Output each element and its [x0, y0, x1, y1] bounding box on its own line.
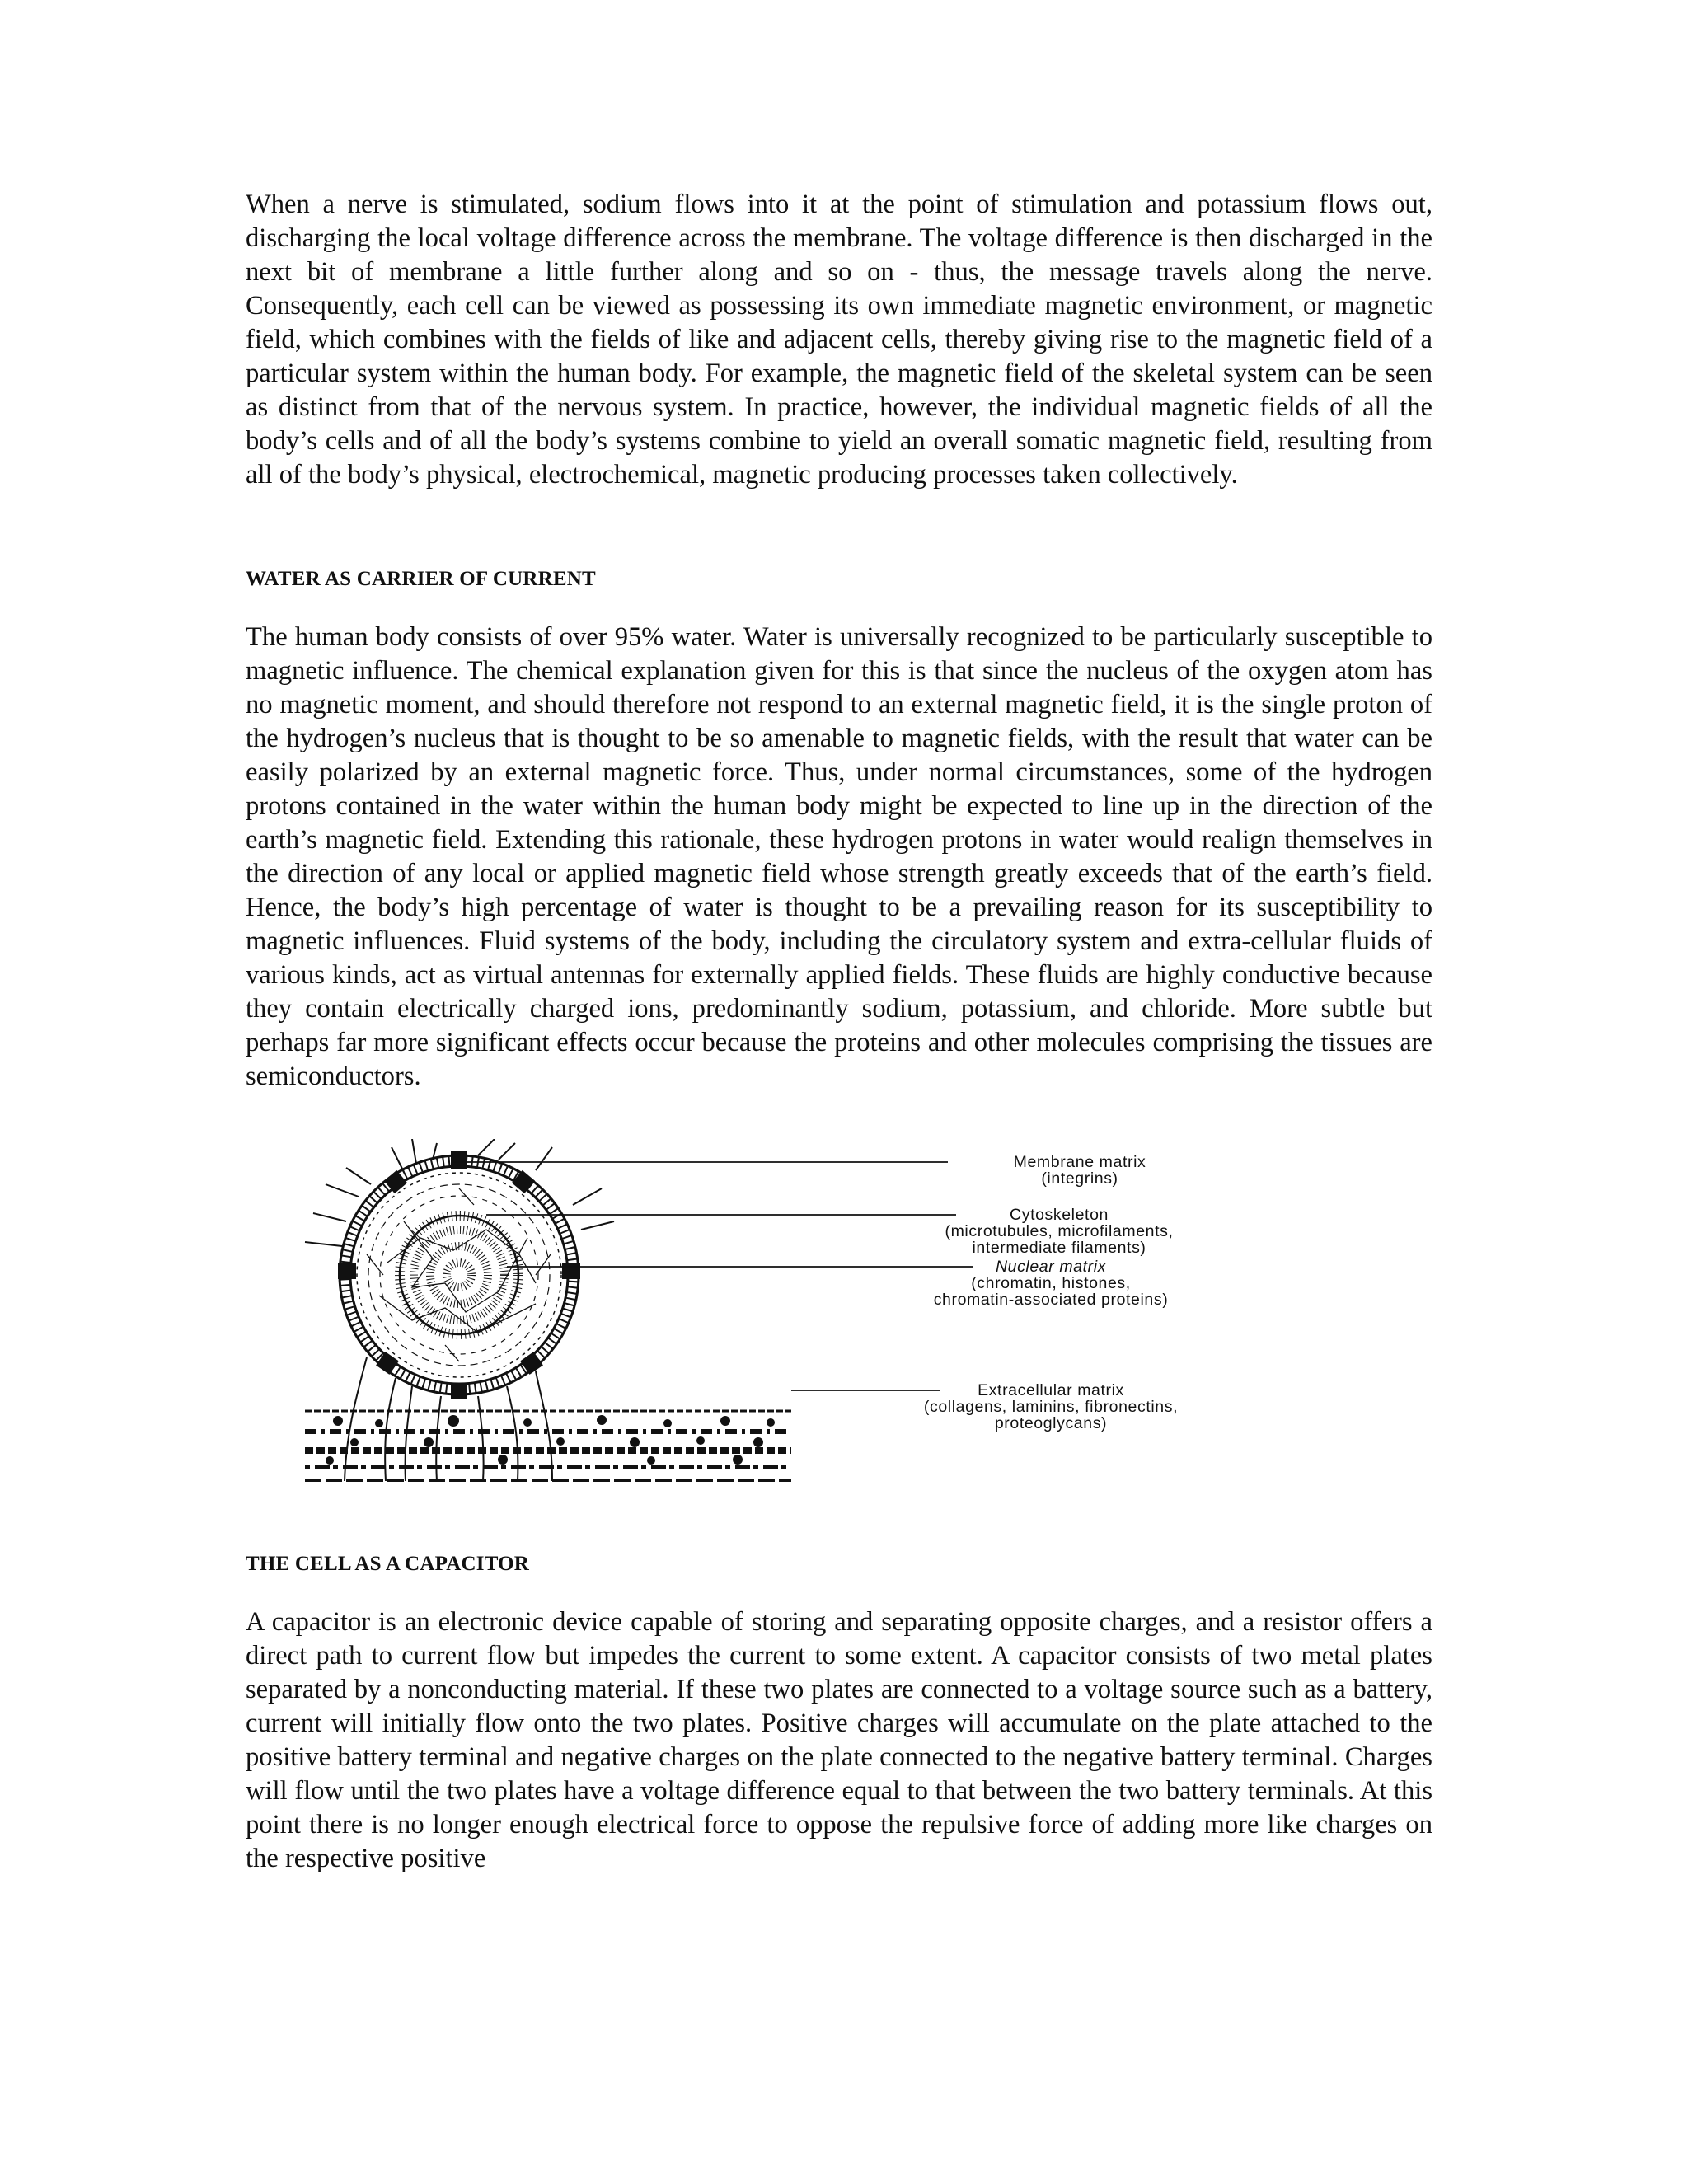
document-page: [246, 188, 1432, 1876]
paragraph-nerve-stimulation: When a nerve is stimulated, sodium flows into it at the point of stimulation and potassium flows out, discharging the local voltage difference across the membrane. The voltage difference is then discharged in the next bit of membrane a little further along and so on - thus, the message travels along the nerve. Consequently, each cell can be viewed as possessing its own immediate magnetic environment, or magnetic field, which combines with the fields of like and adjacent cells, thereby giving rise to the magnetic field of a particular system within the human body. For example, the magnetic field of the skeletal system can be seen as distinct from that of the nervous system. In practice, however, the individual magnetic fields of all the body’s cells and of all the body’s systems combine to yield an overall somatic magnetic field, resulting from all of the body’s physical, electrochemical, magnetic producing processes taken collectively.: [246, 190, 1432, 490]
cell-matrix-illustration: [288, 1139, 1319, 1485]
paragraph-water-current: The human body consists of over 95% water. Water is universally recognized to be particularly susceptible to magnetic influence. The chemical explanation given for this is that since the nucleus of the oxygen atom has no magnetic moment, and should therefore not respond to an external magnetic field, it is the single proton of the hydrogen’s nucleus that is thought to be so amenable to magnetic fields, with the result that water can be easily polarized by an external magnetic force. Thus, under normal circumstances, some of the hydrogen protons contained in the water within the human body might be expected to line up in the direction of the earth’s magnetic field. Extending this rationale, these hydrogen protons in water would realign themselves in the direction of any local or applied magnetic field whose strength greatly exceeds that of the earth’s field. Hence, the body’s high percentage of water is thought to be a prevailing reason for its susceptibility to magnetic influences. Fluid systems of the body, including the circulatory system and extra-cellular fluids of various kinds, act as virtual antennas for externally applied fields. These fluids are highly conductive because they contain electrically charged ions, predominantly sodium, potassium, and chloride. More subtle but perhaps far more significant effects occur because the proteins and other molecules comprising the tissues are semiconductors.: [246, 622, 1432, 1091]
figure-label-extracellular-matrix: Extracellular matrix (collagens, laminins, fibronectins, proteoglycans): [923, 1381, 1179, 1432]
paragraph-cell-capacitor: A capacitor is an electronic device capable of storing and separating opposite charges, and a resistor offers a direct path to current flow but impedes the current to some extent. A capacitor consists of two metal plates separated by a nonconducting material. If these two plates are connected to a voltage source such as a battery, current will initially flow onto the two plates. Positive charges will accumulate on the plate attached to the positive battery terminal and negative charges on the plate connected to the negative battery terminal. Charges will flow until the two plates have a voltage difference equal to that between the two battery terminals. At this point there is no longer enough electrical force to oppose the repulsive force of adding more like charges on the respective positive: [246, 1607, 1432, 1873]
figure-label-nuclear-matrix: Nuclear matrix (chromatin, histones, chromatin-associated proteins): [933, 1258, 1169, 1309]
section-heading-water: WATER AS CARRIER OF CURRENT: [246, 568, 596, 590]
section-heading-capacitor: THE CELL AS A CAPACITOR: [246, 1553, 530, 1575]
cell-matrix-figure: [288, 1139, 1319, 1485]
figure-label-membrane-matrix: Membrane matrix (integrins): [1013, 1153, 1146, 1188]
figure-label-cytoskeleton: Cytoskeleton (microtubules, microfilaments, intermediate filaments): [945, 1206, 1174, 1257]
